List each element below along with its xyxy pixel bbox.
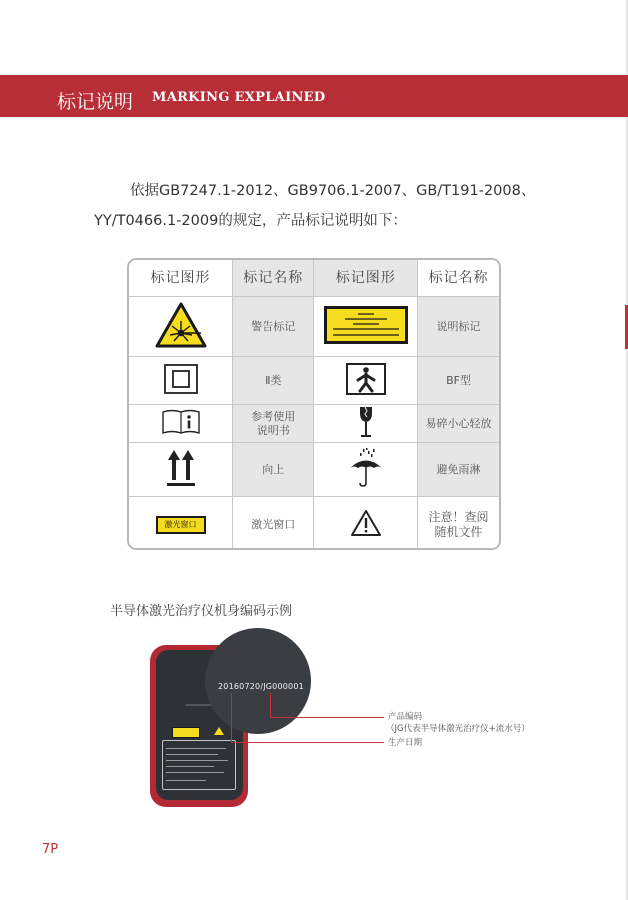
page-number: 7P bbox=[42, 842, 59, 857]
header-cell: 标记名称 bbox=[233, 260, 314, 297]
name-cell: Ⅱ类 bbox=[233, 357, 314, 405]
name-cell: 向上 bbox=[233, 443, 314, 497]
icon-cell bbox=[314, 497, 418, 551]
leader-line-code bbox=[270, 717, 384, 718]
name-cell bbox=[233, 405, 314, 443]
table-row bbox=[129, 443, 499, 497]
callout-date: 生产日期 bbox=[388, 738, 423, 748]
laser-aperture-label-icon bbox=[156, 516, 206, 534]
table-row bbox=[129, 405, 499, 443]
leader-line-date bbox=[231, 742, 384, 743]
section-title-cn: 标记说明 bbox=[57, 91, 134, 113]
name-text: 注意！查阅 随机文件 bbox=[428, 509, 489, 539]
intro-paragraph bbox=[94, 176, 574, 236]
laser-explanatory-label-icon bbox=[323, 305, 409, 345]
icon-cell bbox=[314, 405, 418, 443]
callout-code-title: 产品编码 bbox=[388, 712, 423, 722]
icon-cell bbox=[314, 297, 418, 357]
icon-cell bbox=[129, 297, 233, 357]
caution-icon bbox=[350, 509, 382, 537]
name-cell: 激光窗口 bbox=[233, 497, 314, 551]
serial-magnifier bbox=[205, 628, 311, 734]
callout-code-desc: （JG代表半导体激光治疗仪+流水号） bbox=[386, 724, 530, 734]
keep-dry-icon bbox=[348, 448, 384, 488]
type-bf-icon bbox=[346, 363, 386, 395]
name-cell: 易碎小心轻放 bbox=[418, 405, 499, 443]
consult-manual-icon bbox=[161, 408, 201, 436]
name-cell: 警告标记 bbox=[233, 297, 314, 357]
nameplate-line bbox=[166, 760, 228, 761]
icon-cell bbox=[129, 443, 233, 497]
table-row bbox=[129, 497, 499, 551]
nameplate-line bbox=[166, 772, 224, 773]
icon-cell bbox=[314, 357, 418, 405]
leader-line-date-vertical bbox=[231, 693, 232, 743]
nameplate-line bbox=[166, 766, 214, 767]
fragile-icon bbox=[358, 406, 374, 438]
header-cell: 标记图形 bbox=[314, 260, 418, 297]
intro-line-1: 依据GB7247.1-2012、GB9706.1-2007、GB/T191-2008、 bbox=[130, 183, 536, 199]
nameplate-line bbox=[166, 748, 226, 749]
name-cell: 避免雨淋 bbox=[418, 443, 499, 497]
marking-table bbox=[127, 258, 501, 550]
device-warning-label bbox=[214, 727, 224, 735]
nameplate-line bbox=[166, 780, 206, 781]
name-cell: 说明标记 bbox=[418, 297, 499, 357]
leader-line-code-vertical bbox=[270, 693, 271, 718]
table-row bbox=[129, 297, 499, 357]
icon-cell bbox=[129, 357, 233, 405]
table-header-row bbox=[129, 260, 499, 297]
laser-aperture-label-text: 激光窗口 bbox=[164, 519, 197, 529]
serial-example-caption: 半导体激光治疗仪机身编码示例 bbox=[110, 604, 293, 619]
intro-line-2: YY/T0466.1-2009的规定，产品标记说明如下： bbox=[94, 213, 407, 229]
icon-cell bbox=[314, 443, 418, 497]
laser-warning-icon bbox=[155, 302, 207, 348]
name-cell bbox=[418, 497, 499, 551]
section-title-en: MARKING EXPLAINED bbox=[152, 90, 326, 105]
name-cell: BF型 bbox=[418, 357, 499, 405]
device-laser-label bbox=[172, 727, 200, 738]
header-cell: 标记名称 bbox=[418, 260, 499, 297]
table-row bbox=[129, 357, 499, 405]
serial-code: 20160720/JG000001 bbox=[218, 682, 304, 691]
header-cell: 标记图形 bbox=[129, 260, 233, 297]
this-way-up-icon bbox=[165, 448, 197, 488]
name-text: 参考使用 说明书 bbox=[251, 409, 296, 437]
nameplate-line bbox=[166, 754, 218, 755]
class-ii-icon bbox=[164, 364, 198, 394]
icon-cell bbox=[129, 405, 233, 443]
icon-cell bbox=[129, 497, 233, 551]
